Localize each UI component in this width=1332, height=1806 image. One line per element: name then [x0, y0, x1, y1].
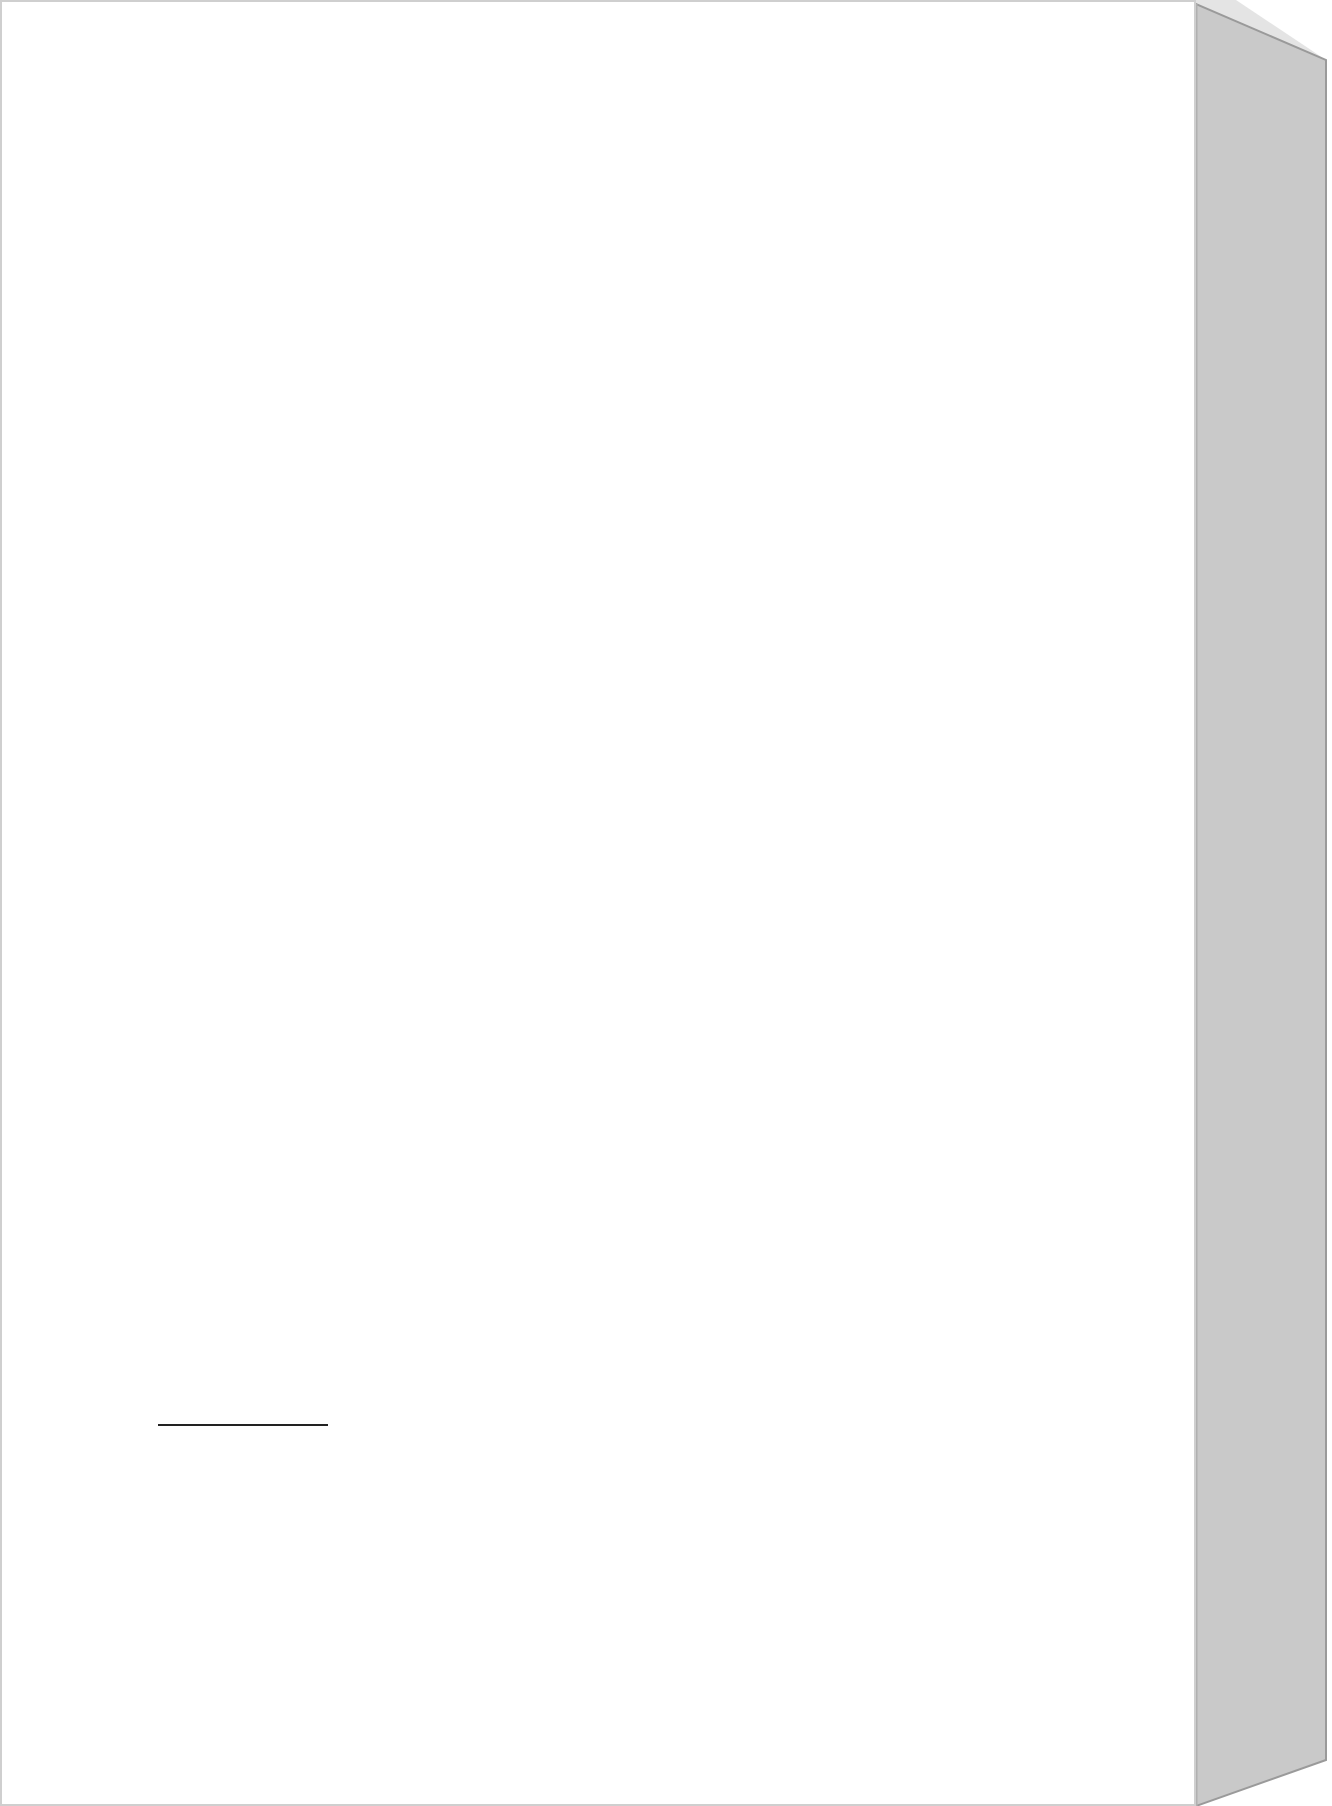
footnote-divider	[158, 1424, 328, 1426]
page-footer	[1016, 1640, 1034, 1676]
book-spine-block	[1196, 0, 1332, 1806]
page-body	[158, 220, 1034, 242]
book-spine-face	[1196, 4, 1326, 1806]
